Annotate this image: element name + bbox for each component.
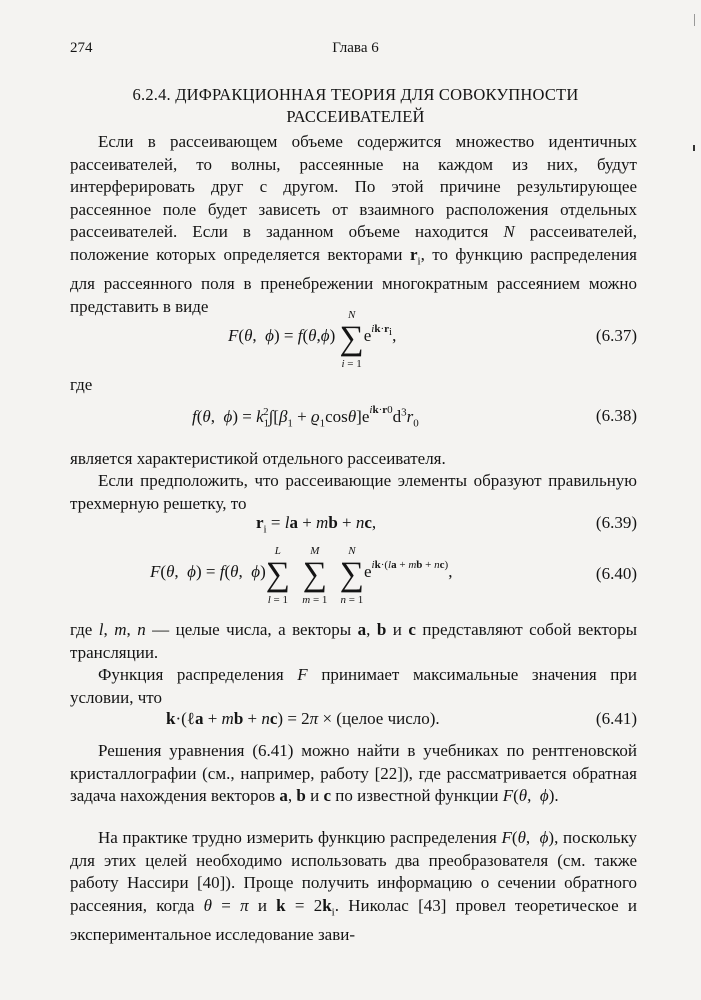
title-line: РАССЕИВАТЕЛЕЙ bbox=[286, 107, 425, 126]
paragraph-2: является характеристикой отдельного рассеивателя. bbox=[70, 449, 446, 468]
paragraph-5: Функция распределения F принимает максимальные значения при условии, что bbox=[70, 665, 638, 707]
paragraph-7: На практике трудно измерить функцию распределения F(θ, ϕ), поскольку для этих целей необходимо использовать два преобразователя (см. также работу Нассири [40]). Проще получить информацию о сечении обратного рассеяния, когда θ = π и $k = 2k_i$. Николас [43] провел теоретическое и экспериментальное исследование зави- bbox=[70, 828, 638, 944]
formula-6-38: f(θ, $\phi) = k_1^2\int[\beta_1 + ϱ_1\cos\theta]e^{ik\cdot r0}d^3r_0$ (6.38) bbox=[192, 404, 637, 430]
paragraph-1: Если в рассеивающем объеме содержится множество идентичных рассеивателей, то волны, рассеянные на каждом из них, будут интерферировать друг с другом. По этой причине результирующее рассеянное поле будет зависеть от взаимного расположения отдельных рассеивателей. Если в заданном объеме находится N рассеивателей, положение которых определяется векторами $r_i$, то функцию распределения для рассеянного поля в пренебрежении многократным рассеянием можно представить в виде bbox=[70, 132, 637, 316]
equation-number: (6.39) bbox=[595, 513, 637, 532]
where-label: где bbox=[70, 375, 93, 394]
scan-mark bbox=[694, 14, 695, 26]
formula-6-40: F(θ, ϕ) = f(θ, ϕ)∑ L l = 1 ∑ M m = 1 ∑ N n = 1 $e^{ik\cdot(la + mb + nc)}$, (6.40) bbox=[150, 545, 637, 606]
title-line: 6.2.4. ДИФРАКЦИОННАЯ ТЕОРИЯ ДЛЯ СОВОКУПНОСТИ bbox=[132, 85, 579, 104]
scan-mark bbox=[693, 145, 695, 151]
text-span: целые числа, а векторы bbox=[175, 620, 352, 639]
formula-6-37: F(θ, ϕ) = f(θ,ϕ) ∑ N i = 1 $e^{ik\cdot r_i}$, (6.37) bbox=[228, 309, 637, 370]
section-title bbox=[70, 84, 641, 128]
formula-6-39: $r_i$ = la + mb + nc, (6.39) bbox=[256, 513, 637, 536]
chapter-label: Глава 6 bbox=[332, 40, 379, 56]
equation-number: (6.41) bbox=[595, 709, 637, 728]
text-span: принимает максимальные значения при условии, что bbox=[70, 665, 638, 707]
formula-6-41: k·(ℓa + mb + nc) = 2π × (целое число). (6.41) bbox=[166, 709, 637, 728]
equation-number: (6.40) bbox=[595, 564, 637, 583]
text-span: (целое число). bbox=[336, 709, 440, 728]
equation-number: (6.38) bbox=[595, 406, 637, 425]
paragraph-3: Если предположить, что рассеивающие элементы образуют правильную трехмерную решетку, то bbox=[70, 471, 637, 513]
text-span: Функция распределения bbox=[98, 665, 284, 684]
paragraph-6: Решения уравнения (6.41) можно найти в учебниках по рентгеновской кристаллографии (см., например, работу [22]), где рассматривается обратная задача нахождения векторов a, b и c по известной функции F(θ, ϕ). bbox=[70, 741, 637, 806]
paragraph-4: где l, m, n — целые числа, а векторы a, b и c представляют собой векторы трансляции. bbox=[70, 620, 637, 662]
page-number: 274 bbox=[70, 40, 93, 56]
equation-number: (6.37) bbox=[595, 326, 637, 345]
